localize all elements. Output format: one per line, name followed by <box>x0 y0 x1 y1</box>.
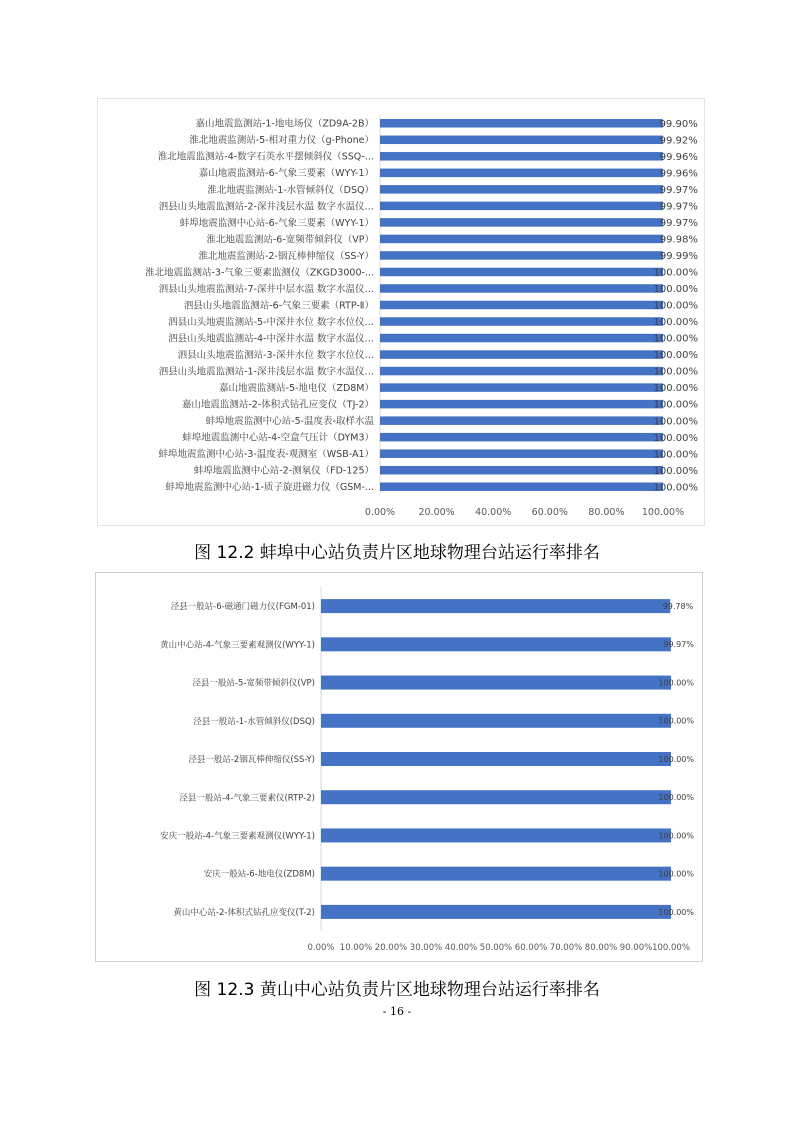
x-tick-label: 0.00% <box>364 507 396 518</box>
category-label: 蚌埠地震监测中心站-3-温度表-观测室（WSB-A1） <box>158 449 374 461</box>
x-tick-label: 100.00% <box>652 943 690 953</box>
data-label: 100.00% <box>658 869 694 879</box>
data-label: 99.96% <box>659 151 698 163</box>
x-tick-label: 30.00% <box>409 943 443 953</box>
bar <box>380 136 663 145</box>
bar <box>380 169 663 178</box>
data-label: 100.00% <box>658 716 694 726</box>
bar <box>380 466 663 475</box>
bar-chart-bengbu <box>98 99 704 525</box>
category-label: 泗县山头地震监测站-2-深井浅层水温 数字水温仪… <box>158 201 374 213</box>
data-label: 100.00% <box>658 907 694 917</box>
data-label: 100.00% <box>653 284 698 296</box>
data-label: 99.98% <box>659 234 698 246</box>
bar <box>380 317 663 326</box>
data-label: 99.97% <box>659 184 698 196</box>
bar <box>380 449 663 458</box>
category-label: 蚌埠地震监测中心站-1-质子旋进磁力仪（GSM-... <box>165 482 374 494</box>
data-label: 100.00% <box>653 333 698 345</box>
bar <box>380 350 663 359</box>
data-label: 99.99% <box>659 251 698 263</box>
category-label: 淮北地震监测站-2-铟瓦棒伸缩仪（SS-Y） <box>198 250 374 262</box>
data-label: 99.96% <box>659 168 698 180</box>
bar <box>380 284 663 293</box>
bar <box>380 416 663 425</box>
category-label: 嘉山地震监测站-1-地电场仪（ZD9A-2B） <box>195 118 374 130</box>
data-label: 100.00% <box>653 449 698 461</box>
category-label: 泗县山头地震监测站-3-深井水位 数字水位仪… <box>177 349 374 361</box>
data-label: 100.00% <box>653 366 698 378</box>
bar <box>380 218 663 227</box>
bar <box>321 867 671 881</box>
category-label: 泾县一般站-1-水管倾斜仪(DSQ) <box>193 716 315 727</box>
category-label: 黄山中心站-2-体积式钻孔应变仪(T-2) <box>173 907 315 918</box>
bar <box>380 383 663 392</box>
data-label: 99.92% <box>659 135 698 147</box>
data-label: 100.00% <box>658 793 694 803</box>
category-label: 泾县一般站-6-磁通门磁力仪(FGM-01) <box>170 602 315 613</box>
bar <box>321 676 671 690</box>
category-label: 泾县一般站-5-宽频带倾斜仪(VP) <box>192 678 315 689</box>
data-label: 100.00% <box>658 831 694 841</box>
x-tick-label: 80.00% <box>588 507 625 518</box>
data-label: 99.97% <box>659 201 698 213</box>
bar <box>380 301 663 310</box>
x-tick-label: 80.00% <box>584 943 618 953</box>
bar <box>380 367 663 376</box>
category-label: 嘉山地震监测站-6-气象三要素（WYY-1） <box>198 168 374 180</box>
x-tick-label: 60.00% <box>514 943 548 953</box>
x-tick-label: 0.00% <box>307 943 335 953</box>
bar <box>380 119 663 128</box>
category-label: 淮北地震监测站-6-宽频带倾斜仪（VP） <box>206 234 374 246</box>
bar <box>380 152 663 161</box>
data-label: 100.00% <box>653 432 698 444</box>
bar-chart-huangshan <box>96 573 702 961</box>
bar <box>321 714 671 728</box>
bar <box>321 828 671 842</box>
category-label: 泗县山头地震监测站-1-深井浅层水温 数字水温仪… <box>158 366 374 378</box>
category-label: 泾县一般站-2铟瓦棒伸缩仪(SS-Y) <box>188 755 315 766</box>
bar <box>380 400 663 409</box>
x-tick-label: 50.00% <box>479 943 513 953</box>
x-tick-label: 70.00% <box>549 943 583 953</box>
category-label: 嘉山地震监测站-5-地电仪（ZD8M） <box>219 383 374 395</box>
data-label: 100.00% <box>653 465 698 477</box>
category-label: 淮北地震监测站-4-数字石英水平摆倾斜仪（SSQ-... <box>157 151 374 163</box>
x-tick-label: 20.00% <box>418 507 455 518</box>
page-number: - 16 - <box>382 1005 412 1018</box>
bar <box>380 251 663 260</box>
data-label: 100.00% <box>653 383 698 395</box>
category-label: 泗县山头地震监测站-7-深井中层水温 数字水温仪… <box>158 283 374 295</box>
chart-panel-bengbu <box>97 98 705 526</box>
category-label: 泾县一般站-4-气象三要素仪(RTP-2) <box>179 793 315 804</box>
category-label: 安庆一般站-6-地电仪(ZD8M) <box>203 869 315 880</box>
category-label: 嘉山地震监测站-2-体积式钻孔应变仪（TJ-2） <box>181 399 374 411</box>
figure-caption-12-2: 图 12.2 蚌埠中心站负责片区地球物理台站运行率排名 <box>194 543 600 563</box>
category-label: 淮北地震监测站-5-相对重力仪（g-Phone） <box>189 135 374 147</box>
figure-caption-12-3: 图 12.3 黄山中心站负责片区地球物理台站运行率排名 <box>194 980 600 1000</box>
category-label: 蚌埠地震监测中心站-2-测氡仪（FD-125） <box>193 465 374 477</box>
category-label: 蚌埠地震监测中心站-5-温度表-取样水温 <box>205 416 374 428</box>
category-label: 淮北地震监测站-1-水管倾斜仪（DSQ） <box>207 184 374 196</box>
category-label: 安庆一般站-4-气象三要素观测仪(WYY-1) <box>160 831 315 842</box>
chart-panel-huangshan <box>95 572 703 962</box>
data-label: 99.78% <box>662 601 694 611</box>
category-label: 泗县山头地震监测站-5-中深井水位 数字水位仪… <box>168 316 374 328</box>
data-label: 99.97% <box>659 217 698 229</box>
x-tick-label: 40.00% <box>475 507 512 518</box>
data-label: 99.97% <box>663 640 694 650</box>
bar <box>380 334 663 343</box>
data-label: 100.00% <box>653 416 698 428</box>
bar <box>321 905 671 919</box>
bar <box>321 599 670 613</box>
category-label: 黄山中心站-4-气象三要素观测仪(WYY-1) <box>160 640 315 651</box>
bar <box>380 268 663 277</box>
data-label: 100.00% <box>653 317 698 329</box>
x-tick-label: 10.00% <box>339 943 373 953</box>
bar <box>321 790 671 804</box>
x-tick-label: 90.00% <box>619 943 653 953</box>
bar <box>321 637 671 651</box>
category-label: 蚌埠地震监测中心站-4-空盒气压计（DYM3） <box>182 432 374 444</box>
bar <box>380 202 663 211</box>
data-label: 100.00% <box>658 754 694 764</box>
x-tick-label: 40.00% <box>444 943 478 953</box>
data-label: 100.00% <box>653 350 698 362</box>
category-label: 蚌埠地震监测中心站-6-气象三要素（WYY-1） <box>179 217 374 229</box>
bar <box>380 482 663 491</box>
data-label: 100.00% <box>653 399 698 411</box>
x-tick-label: 100.00% <box>641 507 685 518</box>
category-label: 泗县山头地震监测站-4-中深井水温 数字水温仪… <box>168 333 374 345</box>
data-label: 100.00% <box>658 678 694 688</box>
bar <box>380 433 663 442</box>
bar <box>380 185 663 194</box>
category-label: 淮北地震监测站-3-气象三要素监测仪（ZKGD3000-... <box>145 267 374 279</box>
x-tick-label: 60.00% <box>531 507 568 518</box>
data-label: 100.00% <box>653 267 698 279</box>
category-label: 泗县山头地震监测站-6-气象三要素（RTP-Ⅱ） <box>183 300 374 312</box>
bar <box>321 752 671 766</box>
data-label: 100.00% <box>653 482 698 494</box>
bar <box>380 235 663 244</box>
x-tick-label: 20.00% <box>374 943 408 953</box>
data-label: 100.00% <box>653 300 698 312</box>
data-label: 99.90% <box>659 118 698 130</box>
